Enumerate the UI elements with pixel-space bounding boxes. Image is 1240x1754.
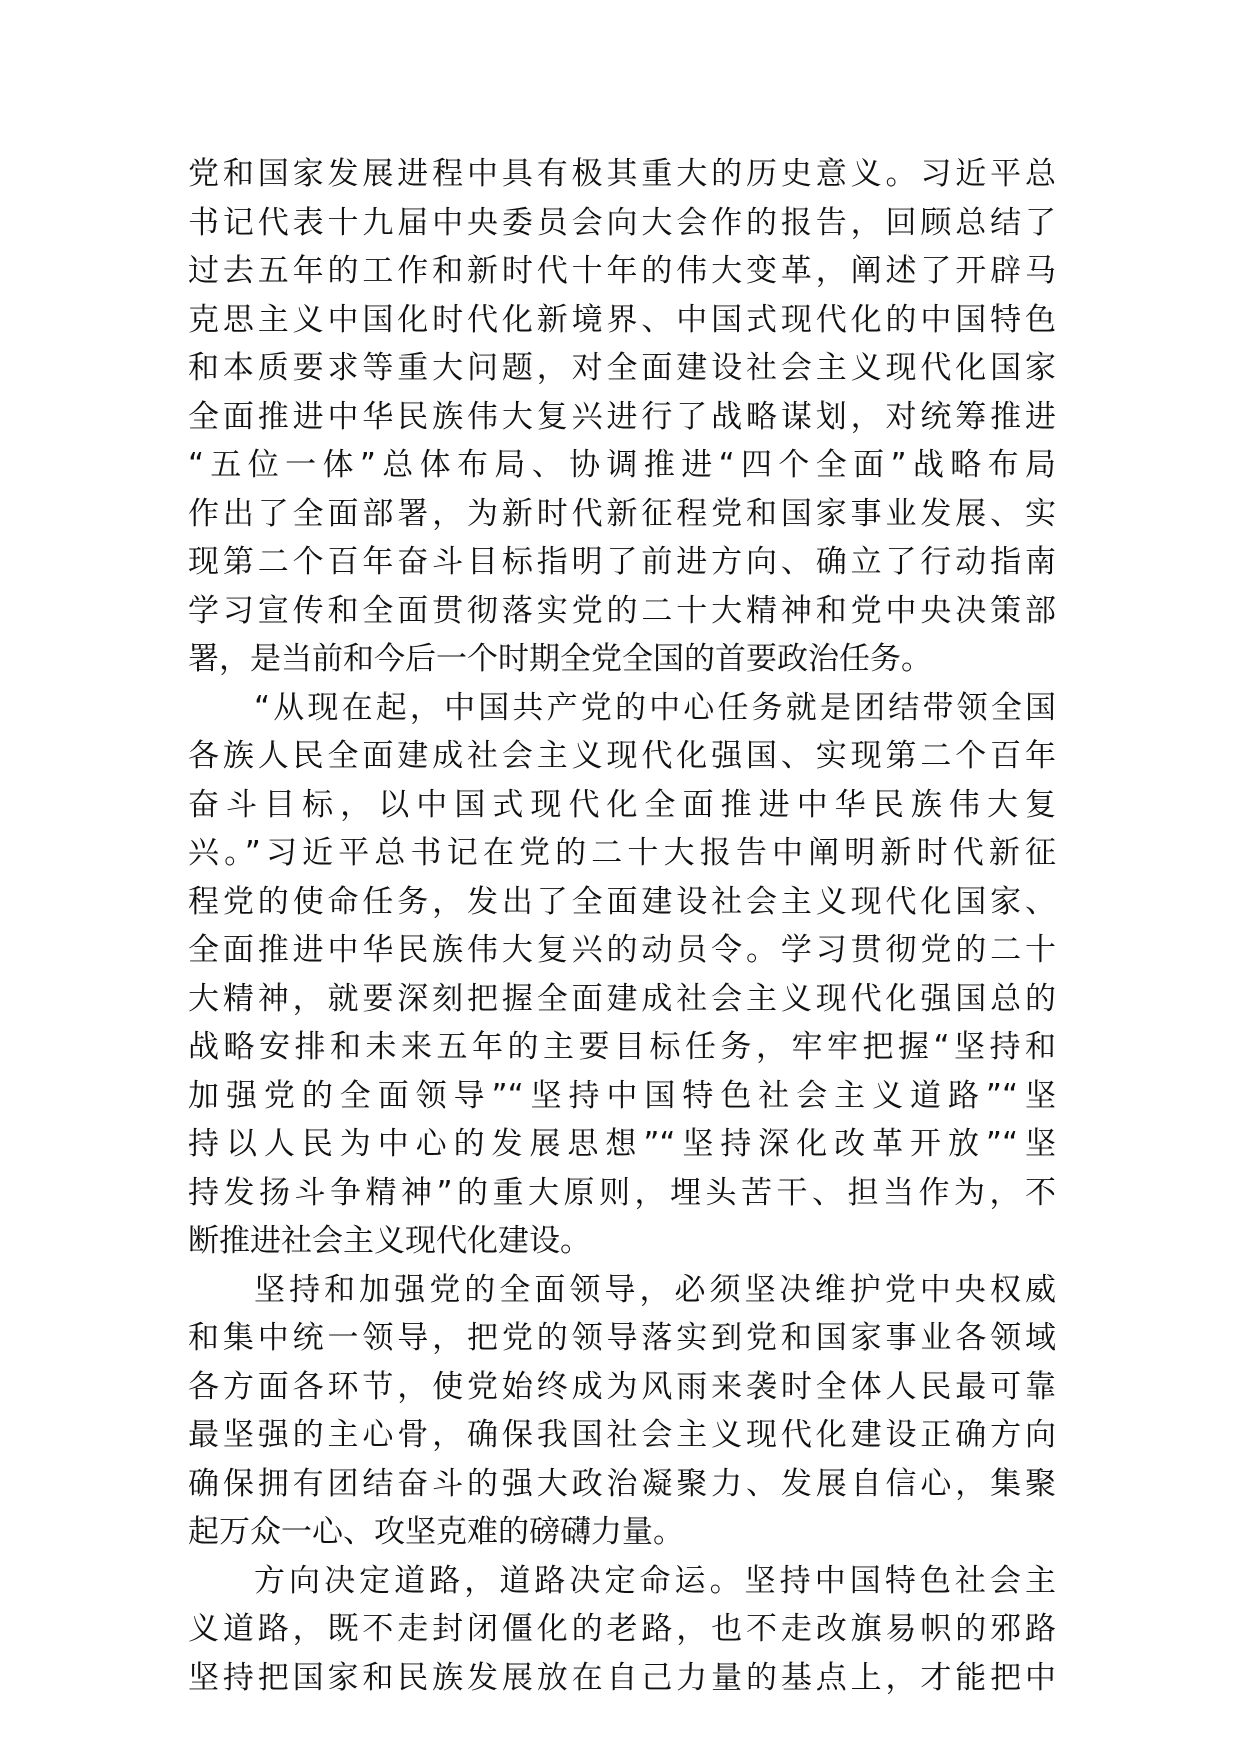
text-line: 各族人民全面建成社会主义现代化强国、实现第二个百年	[188, 738, 1056, 774]
text-line: 作出了全面部署，为新时代新征程党和国家事业发展、实	[188, 495, 1056, 532]
text-line: 断推进社会主义现代化建设。	[188, 1223, 591, 1259]
text-line: 书记代表十九届中央委员会向大会作的报告，回顾总结了	[188, 204, 1056, 241]
text-line: 现第二个百年奋斗目标指明了前进方向、确立了行动指南	[188, 544, 1056, 580]
text-line: 党和国家发展进程中具有极其重大的历史意义。习近平总	[188, 156, 1056, 192]
text-line: “五位一体”总体布局、协调推进“四个全面”战略布局	[188, 447, 1056, 483]
text-line: 程党的使命任务，发出了全面建设社会主义现代化国家、	[188, 883, 1056, 920]
text-line: 起万众一心、攻坚克难的磅礴力量。	[188, 1514, 684, 1550]
paragraph	[188, 1557, 1056, 1703]
paragraph	[188, 150, 1056, 684]
text-line: 义道路，既不走封闭僵化的老路，也不走改旗易帜的邪路	[188, 1611, 1056, 1647]
text-line: 大精神，就要深刻把握全面建成社会主义现代化强国总的	[188, 980, 1056, 1017]
text-line: 战略安排和未来五年的主要目标任务，牢牢把握“坚持和	[188, 1029, 1056, 1065]
text-line: 持发扬斗争精神”的重大原则，埋头苦干、担当作为，不	[188, 1174, 1056, 1211]
text-line: 过去五年的工作和新时代十年的伟大变革，阐述了开辟马	[188, 253, 1056, 289]
text-line: 署，是当前和今后一个时期全党全国的首要政治任务。	[188, 641, 932, 677]
text-line: 学习宣传和全面贯彻落实党的二十大精神和党中央决策部	[188, 592, 1056, 629]
text-line: 持以人民为中心的发展思想”“坚持深化改革开放”“坚	[188, 1126, 1056, 1162]
text-line: 和本质要求等重大问题，对全面建设社会主义现代化国家	[188, 350, 1056, 386]
text-line: 和集中统一领导，把党的领导落实到党和国家事业各领域	[188, 1320, 1056, 1356]
text-line: 坚持把国家和民族发展放在自己力量的基点上，才能把中	[188, 1659, 1056, 1696]
text-line: 奋斗目标，以中国式现代化全面推进中华民族伟大复	[188, 786, 1056, 823]
document-body	[188, 150, 1056, 1702]
text-line: 方向决定道路，道路决定命运。坚持中国特色社会主	[254, 1562, 1056, 1599]
text-line: 坚持和加强党的全面领导，必须坚决维护党中央权威	[254, 1271, 1056, 1308]
text-line: 各方面各环节，使党始终成为风雨来袭时全体人民最可靠	[188, 1368, 1056, 1405]
text-line: 最坚强的主心骨，确保我国社会主义现代化建设正确方向	[188, 1417, 1056, 1453]
paragraph	[188, 1266, 1056, 1557]
text-line: 兴。”习近平总书记在党的二十大报告中阐明新时代新征	[188, 835, 1056, 871]
text-line: 加强党的全面领导”“坚持中国特色社会主义道路”“坚	[188, 1077, 1056, 1114]
text-line: 克思主义中国化时代化新境界、中国式现代化的中国特色	[188, 301, 1056, 338]
paragraph	[188, 684, 1056, 1266]
text-line: “从现在起，中国共产党的中心任务就是团结带领全国	[254, 689, 1056, 726]
text-line: 确保拥有团结奋斗的强大政治凝聚力、发展自信心，集聚	[188, 1465, 1056, 1502]
text-line: 全面推进中华民族伟大复兴的动员令。学习贯彻党的二十	[188, 932, 1056, 968]
text-line: 全面推进中华民族伟大复兴进行了战略谋划，对统筹推进	[188, 398, 1056, 435]
